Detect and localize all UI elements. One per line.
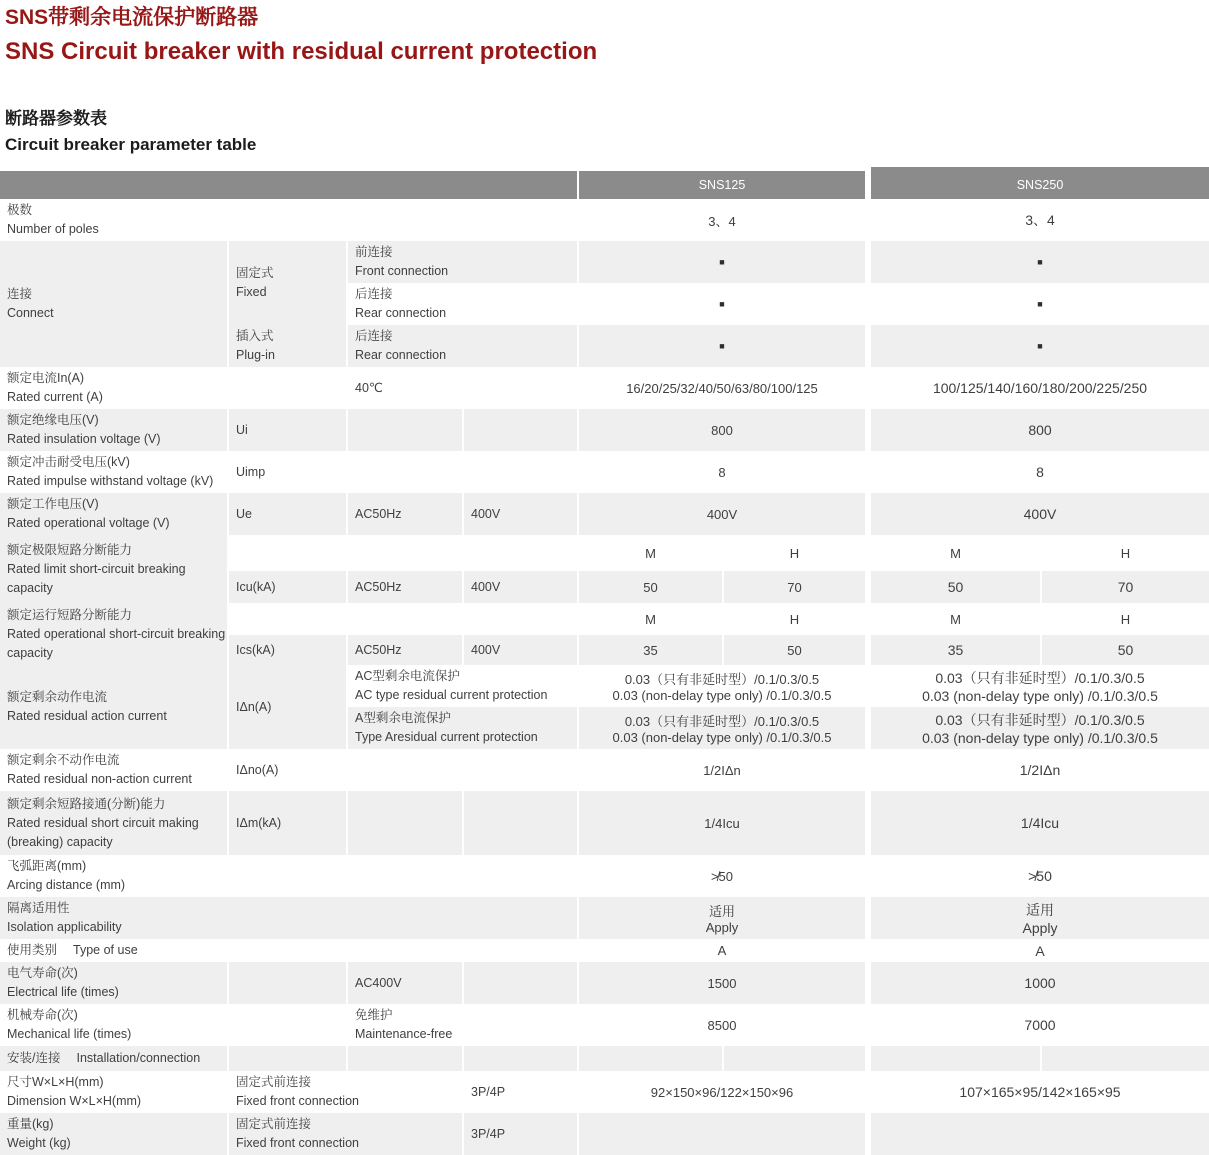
arcing-label xyxy=(0,855,578,897)
rated-current-zh: 额定电流In(A) xyxy=(7,371,85,385)
page-title-en: SNS Circuit breaker with residual current protection xyxy=(5,38,598,65)
icu-mh-spacer xyxy=(228,535,578,571)
idm-label-zh: 额定剩余短路接通(分断)能力 xyxy=(7,796,166,811)
isolation-label xyxy=(0,897,578,939)
install-empty-6 xyxy=(868,1046,1041,1071)
install-empty-4 xyxy=(578,1046,723,1071)
weight-connection-en: Fixed front connection xyxy=(236,1136,359,1150)
ics-sns125-m: 35 xyxy=(578,635,723,665)
connect-front-label xyxy=(347,241,578,283)
idn-label-en: Rated residual action current xyxy=(7,709,167,723)
idn-a-sns125 xyxy=(578,707,868,749)
ui-sns250: 800 xyxy=(868,409,1209,451)
isolation-sns125-zh: 适用 xyxy=(708,904,735,919)
uimp-label-zh: 额定冲击耐受电压(kV) xyxy=(7,455,130,469)
icu-sns250-h-header: H xyxy=(1041,535,1209,571)
ue-label xyxy=(0,493,228,535)
install-label-en: Installation/connection xyxy=(76,1051,201,1065)
rated-current-sns125: 16/20/25/32/40/50/63/80/100/125 xyxy=(578,367,868,409)
use-type-sns250: A xyxy=(868,939,1209,962)
icu-sns250-m: 50 xyxy=(868,571,1041,603)
idn-ac-sns125 xyxy=(578,665,868,707)
uimp-empty-2 xyxy=(463,451,578,493)
idn-label xyxy=(0,665,228,749)
weight-label xyxy=(0,1113,228,1155)
connect-fixed-zh: 固定式 xyxy=(236,266,274,280)
idm-sns125: 1/4Icu xyxy=(578,791,868,855)
use-type-label-en: Type of use xyxy=(73,943,138,957)
rated-current-label xyxy=(0,367,228,409)
dimension-sns125: 92×150×96/122×150×96 xyxy=(578,1071,868,1113)
row-arcing-distance xyxy=(0,855,1209,897)
ui-sns125: 800 xyxy=(578,409,868,451)
ics-label-en2: capacity xyxy=(7,645,53,660)
ics-sns250-h: 50 xyxy=(1041,635,1209,665)
mech-life-label-zh: 机械寿命(次) xyxy=(7,1008,78,1022)
connect-rear-label xyxy=(347,283,578,325)
weight-poles: 3P/4P xyxy=(463,1113,578,1155)
ics-frequency: AC50Hz xyxy=(347,635,463,665)
icu-label-zh: 额定极限短路分断能力 xyxy=(7,542,133,557)
weight-label-zh: 重量(kg) xyxy=(7,1117,54,1131)
ics-sns125-h-header: H xyxy=(723,603,868,635)
icu-voltage: 400V xyxy=(463,571,578,603)
connect-plugin-rear-en: Rear connection xyxy=(355,348,447,362)
idn-ac-sns125-zh: 0.03（只有非延时型）/0.1/0.3/0.5 xyxy=(624,672,820,687)
connect-plugin-zh: 插入式 xyxy=(236,329,274,343)
idn-a-zh: A型剩余电流保护 xyxy=(355,711,451,725)
icu-sns125-m: 50 xyxy=(578,571,723,603)
connect-plugin-sns250-mark: ■ xyxy=(868,325,1209,367)
idm-sns250: 1/4Icu xyxy=(868,791,1209,855)
dimension-connection xyxy=(228,1071,463,1113)
poles-label xyxy=(0,199,578,241)
mech-life-empty-1 xyxy=(228,1004,347,1046)
elec-life-empty-1 xyxy=(228,962,347,1004)
ics-mh-spacer xyxy=(228,603,578,635)
connect-label-en: Connect xyxy=(7,306,54,320)
row-type-of-use xyxy=(0,939,1209,962)
section-subtitle-en: Circuit breaker parameter table xyxy=(5,135,257,154)
idno-sns125: 1/2IΔn xyxy=(578,749,868,791)
connect-front-en: Front connection xyxy=(355,264,449,278)
install-empty-5 xyxy=(723,1046,868,1071)
page-title-zh: SNS带剩余电流保护断路器 xyxy=(5,6,259,29)
arcing-label-zh: 飞弧距离(mm) xyxy=(7,859,87,873)
row-operational-voltage xyxy=(0,493,1209,535)
column-header-sns125: SNS125 xyxy=(578,171,868,199)
idm-symbol: IΔm(kA) xyxy=(228,791,347,855)
idn-a-sns250 xyxy=(868,707,1209,749)
mech-life-sns125: 8500 xyxy=(578,1004,868,1046)
idn-ac-sns250-en: 0.03 (non-delay type only) /0.1/0.3/0.5 xyxy=(922,688,1158,704)
idn-a-label xyxy=(347,707,578,749)
ics-voltage: 400V xyxy=(463,635,578,665)
icu-label-en1: Rated limit short-circuit breaking xyxy=(7,561,186,576)
uimp-empty-1 xyxy=(347,451,463,493)
isolation-sns125-en: Apply xyxy=(705,920,739,935)
row-electrical-life xyxy=(0,962,1209,1004)
elec-life-sns125: 1500 xyxy=(578,962,868,1004)
row-impulse-voltage xyxy=(0,451,1209,493)
row-dimension xyxy=(0,1071,1209,1113)
ui-label xyxy=(0,409,228,451)
row-weight xyxy=(0,1113,1209,1155)
dimension-connection-zh: 固定式前连接 xyxy=(236,1075,312,1089)
elec-life-empty-2 xyxy=(463,962,578,1004)
install-empty-7 xyxy=(1041,1046,1209,1071)
ue-frequency: AC50Hz xyxy=(347,493,463,535)
poles-label-zh: 极数 xyxy=(7,203,33,217)
idm-label-en2: (breaking) capacity xyxy=(7,834,113,849)
ue-sns250: 400V xyxy=(868,493,1209,535)
weight-sns125 xyxy=(578,1113,868,1155)
install-empty-2 xyxy=(347,1046,463,1071)
poles-value-sns250: 3、4 xyxy=(868,199,1209,241)
ics-sns250-h-header: H xyxy=(1041,603,1209,635)
icu-label xyxy=(0,535,228,603)
arcing-sns250: ≯50 xyxy=(868,855,1209,897)
ue-sns125: 400V xyxy=(578,493,868,535)
idm-empty-1 xyxy=(347,791,463,855)
ui-empty-1 xyxy=(347,409,463,451)
icu-frequency: AC50Hz xyxy=(347,571,463,603)
isolation-sns125 xyxy=(578,897,868,939)
mech-life-empty-2 xyxy=(463,1004,578,1046)
ics-sns250-m-header: M xyxy=(868,603,1041,635)
icu-sns250-h: 70 xyxy=(1041,571,1209,603)
connect-plugin-label xyxy=(228,325,347,367)
connect-plugin-rear-label xyxy=(347,325,578,367)
connect-front-zh: 前连接 xyxy=(355,245,393,259)
ics-label-zh: 额定运行短路分断能力 xyxy=(7,607,133,622)
ue-label-en: Rated operational voltage (V) xyxy=(7,516,170,530)
idn-a-sns250-en: 0.03 (non-delay type only) /0.1/0.3/0.5 xyxy=(922,730,1158,746)
icu-label-en2: capacity xyxy=(7,580,53,595)
weight-connection xyxy=(228,1113,463,1155)
idn-label-zh: 额定剩余动作电流 xyxy=(7,690,108,704)
ics-symbol: Ics(kA) xyxy=(228,635,347,665)
weight-label-en: Weight (kg) xyxy=(7,1136,71,1150)
idm-label xyxy=(0,791,228,855)
row-idno xyxy=(0,749,1209,791)
uimp-symbol: Uimp xyxy=(228,451,347,493)
poles-label-en: Number of poles xyxy=(7,222,99,236)
idn-ac-sns250 xyxy=(868,665,1209,707)
ue-label-zh: 额定工作电压(V) xyxy=(7,497,99,511)
idm-empty-2 xyxy=(463,791,578,855)
isolation-sns250-zh: 适用 xyxy=(1026,902,1054,918)
ui-symbol: Ui xyxy=(228,409,347,451)
dimension-connection-en: Fixed front connection xyxy=(236,1094,359,1108)
row-icu-mh-header xyxy=(0,535,1209,571)
idn-ac-zh: AC型剩余电流保护 xyxy=(355,669,460,683)
dimension-poles: 3P/4P xyxy=(463,1071,578,1113)
rated-current-condition: 40℃ xyxy=(347,367,578,409)
uimp-sns125: 8 xyxy=(578,451,868,493)
row-idm xyxy=(0,791,1209,855)
dimension-sns250: 107×165×95/142×165×95 xyxy=(868,1071,1209,1113)
header-spacer-cell xyxy=(0,171,578,199)
column-header-sns250: SNS250 xyxy=(868,171,1209,199)
install-empty-1 xyxy=(228,1046,347,1071)
ics-sns125-h: 50 xyxy=(723,635,868,665)
ics-label-en1: Rated operational short-circuit breaking xyxy=(7,626,226,641)
icu-symbol: Icu(kA) xyxy=(228,571,347,603)
elec-life-condition: AC400V xyxy=(347,962,463,1004)
mech-life-label-en: Mechanical life (times) xyxy=(7,1027,132,1041)
row-ics-mh-header xyxy=(0,603,1209,635)
idno-label-en: Rated residual non-action current xyxy=(7,772,192,786)
connect-front-sns250-mark: ■ xyxy=(868,241,1209,283)
mech-life-condition xyxy=(347,1004,463,1046)
poles-value-sns125: 3、4 xyxy=(578,199,868,241)
connect-fixed-label xyxy=(228,241,347,325)
row-isolation xyxy=(0,897,1209,939)
connect-rear-en: Rear connection xyxy=(355,306,447,320)
rated-current-sns250: 100/125/140/160/180/200/225/250 xyxy=(868,367,1209,409)
uimp-sns250: 8 xyxy=(868,451,1209,493)
row-number-of-poles xyxy=(0,199,1209,241)
elec-life-sns250: 1000 xyxy=(868,962,1209,1004)
ui-label-zh: 额定绝缘电压(V) xyxy=(7,413,99,427)
idno-label xyxy=(0,749,228,791)
idno-symbol: IΔno(A) xyxy=(228,749,347,791)
idn-a-sns250-zh: 0.03（只有非延时型）/0.1/0.3/0.5 xyxy=(935,712,1145,728)
ue-symbol: Ue xyxy=(228,493,347,535)
install-label-zh: 安装/连接 xyxy=(7,1051,61,1065)
elec-life-label-zh: 电气寿命(次) xyxy=(7,966,78,980)
ics-sns125-m-header: M xyxy=(578,603,723,635)
row-insulation-voltage xyxy=(0,409,1209,451)
dimension-label xyxy=(0,1071,228,1113)
mech-life-condition-zh: 免维护 xyxy=(355,1008,393,1022)
rated-current-en: Rated current (A) xyxy=(7,390,103,404)
isolation-label-zh: 隔离适用性 xyxy=(7,901,70,915)
isolation-sns250 xyxy=(868,897,1209,939)
row-installation-section xyxy=(0,1046,1209,1071)
elec-life-label xyxy=(0,962,228,1004)
mech-life-label xyxy=(0,1004,228,1046)
uimp-label-en: Rated impulse withstand voltage (kV) xyxy=(7,474,214,488)
connect-rear-sns250-mark: ■ xyxy=(868,283,1209,325)
catalog-page xyxy=(0,6,1209,1150)
idno-empty xyxy=(347,749,578,791)
isolation-sns250-en: Apply xyxy=(1022,920,1058,936)
idno-label-zh: 额定剩余不动作电流 xyxy=(7,753,120,767)
section-subtitle-zh: 断路器参数表 xyxy=(5,109,107,128)
icu-sns250-m-header: M xyxy=(868,535,1041,571)
mech-life-condition-en: Maintenance-free xyxy=(355,1027,453,1041)
connect-plugin-en: Plug-in xyxy=(236,348,275,362)
isolation-label-en: Isolation applicability xyxy=(7,920,122,934)
use-type-sns125: A xyxy=(578,939,868,962)
row-connect-fixed-front xyxy=(0,241,1209,283)
table-header-row xyxy=(0,171,1209,199)
idno-sns250: 1/2IΔn xyxy=(868,749,1209,791)
idm-label-en1: Rated residual short circuit making xyxy=(7,815,199,830)
idn-ac-sns125-en: 0.03 (non-delay type only) /0.1/0.3/0.5 xyxy=(612,688,832,703)
parameter-table xyxy=(0,171,1209,1155)
row-idn-ac-type xyxy=(0,665,1209,707)
rated-current-empty xyxy=(228,367,347,409)
ui-label-en: Rated insulation voltage (V) xyxy=(7,432,161,446)
ui-empty-2 xyxy=(463,409,578,451)
connect-rear-sns125-mark: ■ xyxy=(578,283,868,325)
mech-life-sns250: 7000 xyxy=(868,1004,1209,1046)
weight-connection-zh: 固定式前连接 xyxy=(236,1117,312,1131)
elec-life-label-en: Electrical life (times) xyxy=(7,985,119,999)
connect-fixed-en: Fixed xyxy=(236,285,267,299)
icu-sns125-h-header: H xyxy=(723,535,868,571)
use-type-label-zh: 使用类别 xyxy=(7,943,58,957)
dimension-label-en: Dimension W×L×H(mm) xyxy=(7,1094,142,1108)
idn-ac-label xyxy=(347,665,578,707)
uimp-label xyxy=(0,451,228,493)
arcing-label-en: Arcing distance (mm) xyxy=(7,878,126,892)
idn-ac-en: AC type residual current protection xyxy=(355,688,548,702)
connect-label xyxy=(0,241,228,367)
ics-sns250-m: 35 xyxy=(868,635,1041,665)
arcing-sns125: ≯50 xyxy=(578,855,868,897)
row-mechanical-life xyxy=(0,1004,1209,1046)
connect-plugin-sns125-mark: ■ xyxy=(578,325,868,367)
connect-plugin-rear-zh: 后连接 xyxy=(355,329,393,343)
idn-a-en: Type Aresidual current protection xyxy=(355,730,538,744)
idn-ac-sns250-zh: 0.03（只有非延时型）/0.1/0.3/0.5 xyxy=(935,670,1145,686)
install-empty-3 xyxy=(463,1046,578,1071)
icu-sns125-h: 70 xyxy=(723,571,868,603)
idn-a-sns125-en: 0.03 (non-delay type only) /0.1/0.3/0.5 xyxy=(612,730,832,745)
connect-front-sns125-mark: ■ xyxy=(578,241,868,283)
install-label xyxy=(0,1046,228,1071)
connect-label-zh: 连接 xyxy=(7,287,33,301)
connect-rear-zh: 后连接 xyxy=(355,287,393,301)
weight-sns250 xyxy=(868,1113,1209,1155)
idn-a-sns125-zh: 0.03（只有非延时型）/0.1/0.3/0.5 xyxy=(624,714,820,729)
ics-label xyxy=(0,603,228,665)
use-type-label xyxy=(0,939,578,962)
dimension-label-zh: 尺寸W×L×H(mm) xyxy=(7,1075,104,1089)
icu-sns125-m-header: M xyxy=(578,535,723,571)
ue-voltage: 400V xyxy=(463,493,578,535)
idn-symbol: IΔn(A) xyxy=(228,665,347,749)
row-rated-current xyxy=(0,367,1209,409)
